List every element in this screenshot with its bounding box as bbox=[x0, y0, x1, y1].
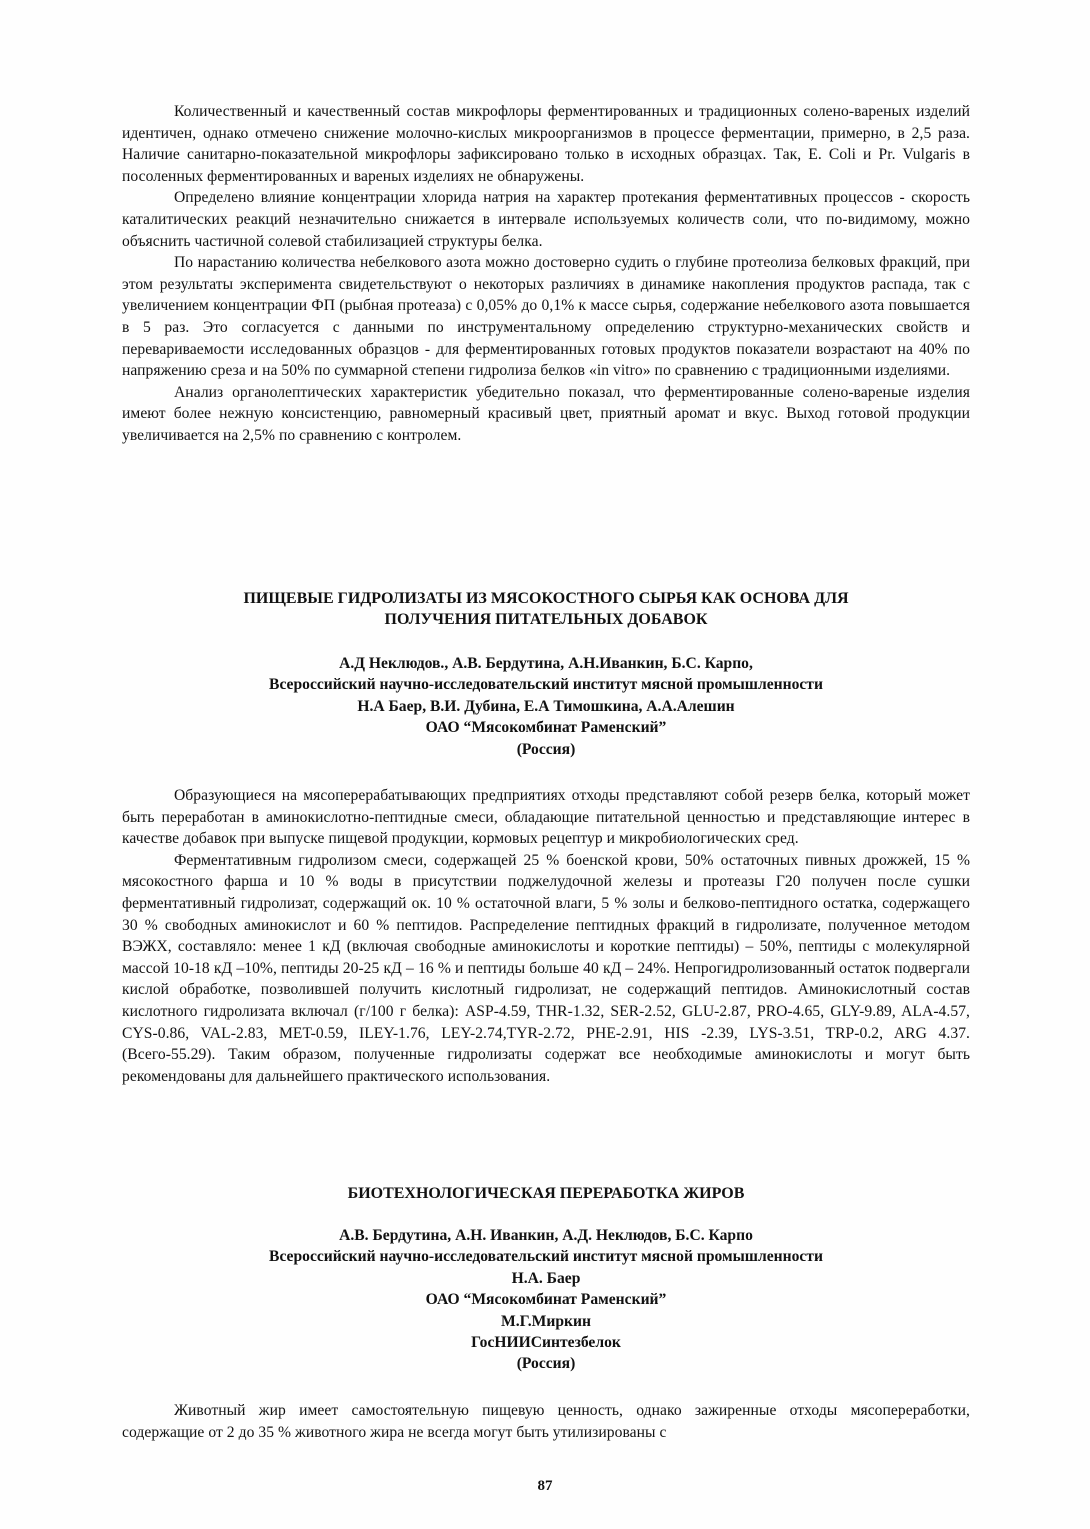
article1-institution: Всероссийский научно-исследовательский институт мясной промышленности bbox=[269, 676, 823, 694]
article2-institution: ОАО “Мясокомбинат Раменский” bbox=[425, 1291, 667, 1309]
article2-title bbox=[122, 1183, 970, 1204]
intro-paragraph: Анализ органолептических характеристик убедительно показал, что ферментированные солено-вареные изделия имеют более нежную консистенцию, равномерный красивый цвет, приятный аромат и вкус. Выход готовой продукции увеличивается на 2,5% по сравнению с контролем. bbox=[122, 383, 970, 444]
article1-byline bbox=[122, 653, 970, 760]
article1-institution: ОАО “Мясокомбинат Раменский” bbox=[425, 719, 667, 737]
article2-authors: Н.А. Баер bbox=[511, 1269, 581, 1287]
article1-title bbox=[122, 588, 970, 630]
page-number: 87 bbox=[537, 1478, 553, 1494]
article2-institution: Всероссийский научно-исследовательский институт мясной промышленности bbox=[269, 1248, 823, 1266]
article1-title-line: ПОЛУЧЕНИЯ ПИТАТЕЛЬНЫХ ДОБАВОК bbox=[384, 611, 708, 628]
intro-paragraph: Определено влияние концентрации хлорида натрия на характер протекания ферментативных процессов - скорость каталитических реакций незначительно снижается в интервале используемых количеств соли, что по-видимому, можно объяснить частичной солевой стабилизацией структуры белка. bbox=[122, 189, 970, 250]
article2-authors: М.Г.Миркин bbox=[500, 1312, 591, 1330]
intro-paragraph: Количественный и качественный состав микрофлоры ферментированных и традиционных солено-вареных изделий идентичен, однако отмечено снижение молочно-кислых микроорганизмов в процессе ферментации, примерно, в 2,5 раза. Наличие санитарно-показательной микрофлоры зафиксировано только в исходных образцах. Так, E. Coli и Pr. Vulgaris в посоленных ферментированных и вареных изделиях не обнаружены. bbox=[122, 103, 970, 185]
article1-authors: Н.А Баер, В.И. Дубина, Е.А Тимошкина, А.А.Алешин bbox=[357, 697, 735, 715]
article1-body bbox=[122, 785, 970, 1087]
article1-authors: А.Д Неклюдов., А.В. Бердутина, А.Н.Иванкин, Б.С. Карпо, bbox=[339, 655, 753, 672]
article1-paragraph: Ферментативным гидролизом смеси, содержащей 25 % боенской крови, 50% остаточных пивных дрожжей, 15 % мясокостного фарша и 10 % воды в присутствии поджелудочной железы и протеазы Г20 получен после сушки ферментативный гидролизат, содержащий ок. 10 % остаточной влаги, 5 % золы и белково-пептидного остатка, содержащего 30 % свободных аминокислот и 60 % пептидов. Распределение пептидных фракций в гидролизате, полученное методом ВЭЖХ, составляло: менее 1 кД (включая свободные аминокислоты и короткие пептиды) – 50%, пептиды с молекулярной массой 10-18 кД –10%, пептиды 20-25 кД – 16 % и пептиды больше 40 кД – 24%. Непрогидролизованный остаток подвергали кислой обработке, позволившей получить кислотный гидролизат, не содержащий пептидов. Аминокислотный состав кислотного гидролизата включал (г/100 г белка): ASP-4.59, THR-1.32, SER-2.52, GLU-2.87, PRO-4.65, GLY-9.89, ALA-4.57, CYS-0.86, VAL-2.83, MET-0.59, ILEY-1.76, LEY-2.74,TYR-2.72, PHE-2.91, HIS -2.39, LYS-3.51, TRP-0.2, ARG 4.37. (Всего-55.29). Таким образом, полученные гидролизаты содержат все необходимые аминокислоты и могут быть рекомендованы для дальнейшего практического использования. bbox=[122, 851, 970, 1085]
article2-authors: А.В. Бердутина, А.Н. Иванкин, А.Д. Неклюдов, Б.С. Карпо bbox=[339, 1227, 753, 1244]
article1-country: (Россия) bbox=[516, 740, 576, 758]
article2-country: (Россия) bbox=[516, 1355, 576, 1373]
article2-paragraph: Животный жир имеет самостоятельную пищевую ценность, однако зажиренные отходы мясопереработки, содержащие от 2 до 35 % животного жира не всегда могут быть утилизированы с bbox=[122, 1402, 970, 1441]
article2-title-line: БИОТЕХНОЛОГИЧЕСКАЯ ПЕРЕРАБОТКА ЖИРОВ bbox=[347, 1185, 745, 1202]
article2-institution: ГосНИИСинтезбелок bbox=[471, 1334, 621, 1352]
article2-byline bbox=[122, 1225, 970, 1375]
article1-title-line: ПИЩЕВЫЕ ГИДРОЛИЗАТЫ ИЗ МЯСОКОСТНОГО СЫРЬЯ КАК ОСНОВА ДЛЯ bbox=[243, 590, 849, 607]
article2-body bbox=[122, 1400, 970, 1443]
article1-paragraph: Образующиеся на мясоперерабатывающих предприятиях отходы представляют собой резерв белка, который может быть переработан в аминокислотно-пептидные смеси, обладающие питательной ценностью и представляющие интерес в качестве добавок при выпуске пищевой продукции, кормовых рецептур и микробиологических сред. bbox=[122, 787, 970, 848]
intro-paragraph: По нарастанию количества небелкового азота можно достоверно судить о глубине протеолиза белковых фракций, при этом результаты эксперимента свидетельствуют о некоторых различиях в динамике накопления продуктов распада, так с увеличением концентрации ФП (рыбная протеаза) с 0,05% до 0,1% к массе сырья, содержание небелкового азота повышается в 5 раз. Это согласуется с данными по инструментальному определению структурно-механических свойств и перевариваемости исследованных образцов - для ферментированных готовых продуктов показатели возрастают на 40% по напряжению среза и на 50% по суммарной степени гидролиза белков «in vitro» по сравнению с традиционными изделиями. bbox=[122, 254, 970, 380]
intro-section bbox=[122, 101, 970, 447]
